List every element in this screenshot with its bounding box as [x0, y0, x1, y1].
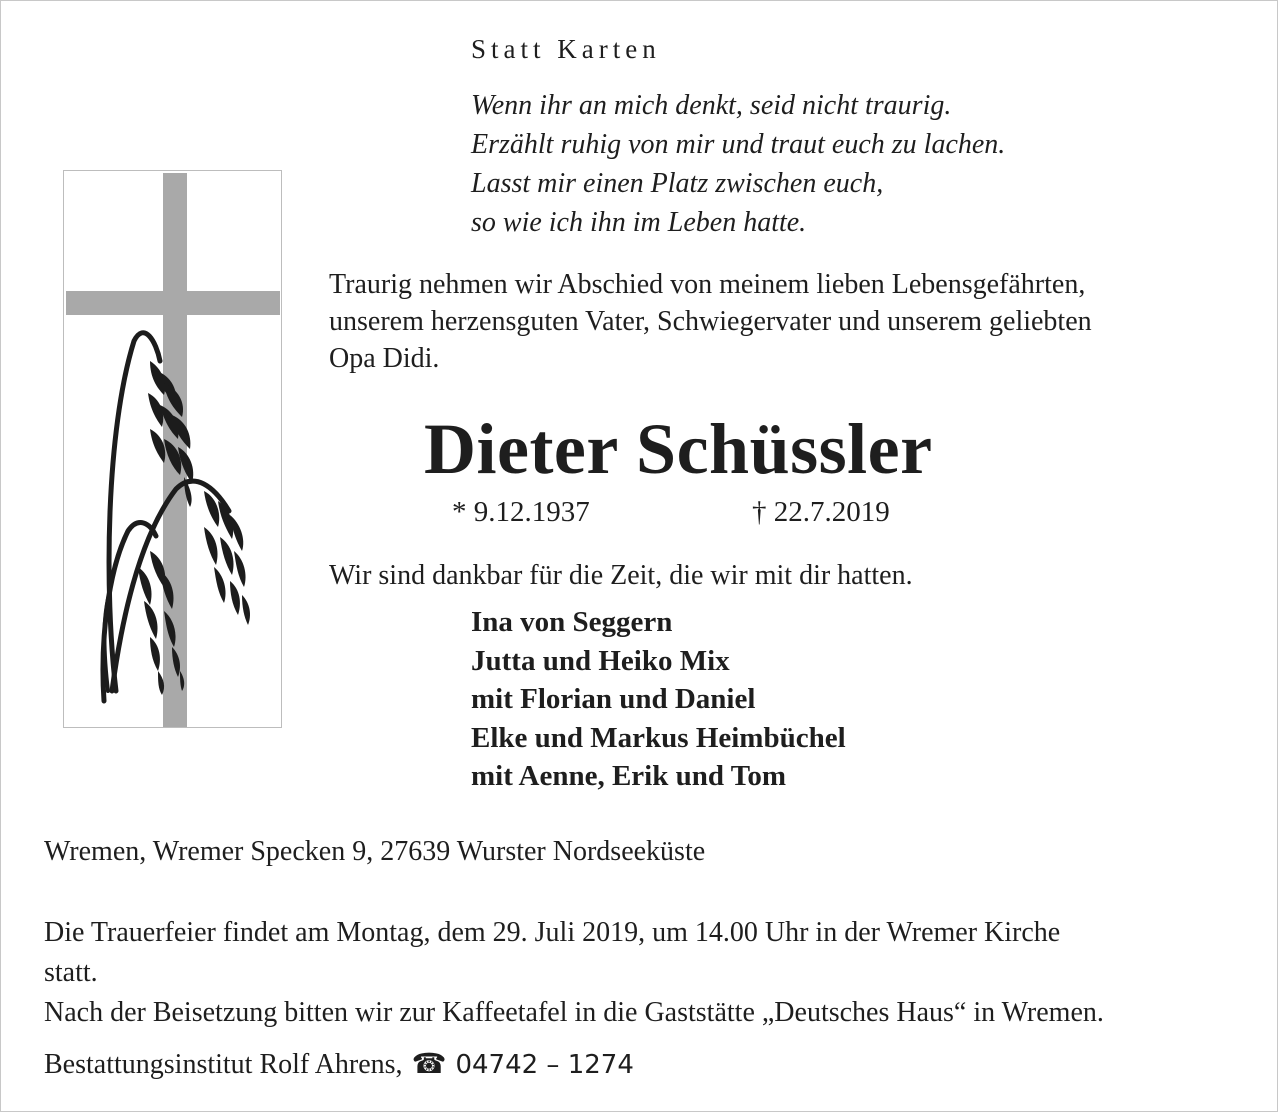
poem-line: Lasst mir einen Platz zwischen euch,: [471, 168, 884, 199]
death-date: † 22.7.2019: [752, 496, 890, 528]
cross-with-wheat-icon: [64, 171, 281, 727]
intro-line: unserem herzensguten Vater, Schwiegervater und unserem geliebten: [329, 306, 1092, 337]
phone-number[interactable]: 04742 – 1274: [455, 1050, 634, 1080]
intro-line: Opa Didi.: [329, 343, 440, 374]
poem: [471, 86, 1005, 242]
thanks-text: Wir sind dankbar für die Zeit, die wir mit dir hatten.: [329, 560, 913, 591]
poem-line: Wenn ihr an mich denkt, seid nicht traurig.: [471, 90, 952, 121]
family-member: mit Aenne, Erik und Tom: [471, 760, 787, 792]
deceased-name: Dieter Schüssler: [424, 409, 933, 489]
ceremony-line: Die Trauerfeier findet am Montag, dem 29. Juli 2019, um 14.00 Uhr in der Wremer Kirche: [44, 917, 1061, 948]
ceremony-info: [44, 913, 1104, 1033]
intro-line: Traurig nehmen wir Abschied von meinem lieben Lebensgefährten,: [329, 269, 1086, 300]
birth-date: * 9.12.1937: [452, 496, 590, 528]
cross-illustration: [63, 170, 282, 728]
poem-line: so wie ich ihn im Leben hatte.: [471, 207, 807, 238]
family-member: Jutta und Heiko Mix: [471, 644, 730, 677]
undertaker: [44, 1047, 634, 1081]
address: Wremen, Wremer Specken 9, 27639 Wurster Nordseeküste: [44, 836, 706, 867]
poem-line: Erzählt ruhig von mir und traut euch zu lachen.: [471, 129, 1006, 160]
family-list: [471, 603, 846, 796]
ceremony-line: Nach der Beisetzung bitten wir zur Kaffeetafel in die Gaststätte „Deutsches Haus“ in Wremen.: [44, 997, 1104, 1028]
phone-icon: ☎: [411, 1049, 447, 1080]
family-member: Ina von Seggern: [471, 606, 673, 638]
family-member: Elke und Markus Heimbüchel: [471, 721, 846, 754]
ceremony-line: statt.: [44, 957, 98, 988]
undertaker-name: Bestattungsinstitut Rolf Ahrens,: [44, 1049, 403, 1080]
intro-text: [329, 266, 1092, 377]
family-member: mit Florian und Daniel: [471, 683, 756, 715]
heading-statt-karten: Statt Karten: [471, 34, 661, 64]
